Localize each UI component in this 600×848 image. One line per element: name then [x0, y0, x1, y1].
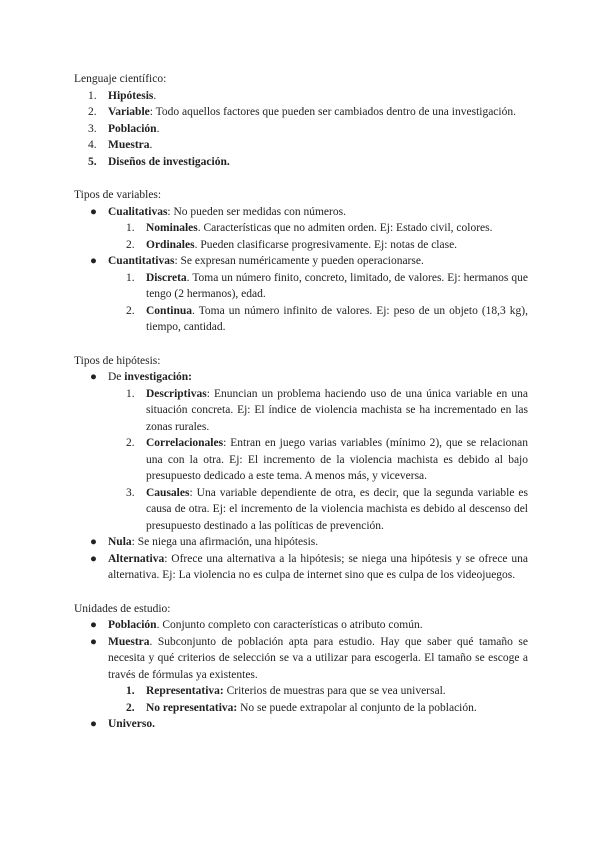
spacer: [74, 170, 528, 187]
term-description: : Una variable dependiente de otra, es decir, que la segunda variable es causa de otra. Ej: el incremento de la violencia machista es debido al descenso del presupuesto destinado a las políticas de prevención.: [146, 486, 528, 532]
bullet-item-poblacion: [74, 617, 528, 634]
section-heading-hipotesis: Tipos de hipótesis:: [74, 354, 161, 367]
list-item-text: [108, 634, 528, 684]
list-number: 1.: [126, 387, 135, 400]
list-item: [74, 104, 528, 121]
term: Hipótesis: [108, 89, 154, 102]
term: Alternativa: [108, 552, 165, 565]
bullet-icon: ●: [90, 255, 97, 267]
term: Diseños de investigación.: [108, 155, 230, 168]
term-description: . Toma un número finito, concreto, limitado, de valores. Ej: hermanos que tengo (2 hermanos), edad.: [146, 271, 528, 300]
list-item-text: [108, 617, 528, 634]
bullet-item-muestra: [74, 634, 528, 684]
list-item-text: [108, 88, 528, 105]
term-description: Criterios de muestras para que se vea universal.: [223, 685, 446, 697]
bullet-icon: ●: [90, 718, 97, 730]
term: Variable: [108, 106, 150, 118]
spacer: [74, 336, 528, 353]
term-description: No se puede extrapolar al conjunto de la población.: [237, 701, 477, 714]
term: Causales: [146, 486, 190, 499]
list-item-text: [146, 700, 528, 717]
term-description: . Pueden clasificarse progresivamente. Ej: notas de clase.: [194, 238, 458, 251]
list-item-text: [146, 386, 528, 436]
list-number: 1.: [88, 89, 97, 102]
list-item-text: [108, 204, 528, 221]
term: Correlacionales: [146, 437, 224, 449]
term-description: .: [153, 89, 157, 102]
term: investigación:: [124, 371, 193, 383]
list-item-text: [108, 551, 528, 584]
list-item: [74, 88, 528, 105]
sub-list-item: [74, 435, 528, 485]
term: Población: [108, 122, 157, 135]
bullet-icon: ●: [90, 552, 97, 565]
term-description: .: [156, 122, 160, 135]
bullet-icon: ●: [90, 205, 97, 218]
term-description: . Subconjunto de población apta para estudio. Hay que saber qué tamaño se necesita y qué criterios de selección se va a utilizar para escogerla. El tamaño se escoge a través de fórmulas ya existentes.: [108, 635, 528, 681]
term: Nominales: [146, 222, 198, 234]
term-description: : Ofrece una alternativa a la hipótesis; se niega una hipótesis y se ofrece una alternativa. Ej: La violencia no es culpa de internet sino que es culpa de los videojuegos.: [108, 552, 528, 581]
list-item-text: [108, 154, 528, 171]
list-item-text: [108, 716, 528, 733]
bullet-item-alternativa: [74, 551, 528, 584]
list-number: 1.: [126, 222, 135, 234]
sub-list-item: [74, 386, 528, 436]
sub-list-item: [74, 303, 528, 336]
term-description: : Se expresan numéricamente y pueden operacionarse.: [174, 255, 424, 267]
list-number: 2.: [126, 304, 135, 317]
document-page: [74, 71, 528, 733]
term: Continua: [146, 304, 193, 317]
sub-list-item: [74, 220, 528, 237]
list-item-text: [146, 220, 528, 237]
list-item-text: [146, 683, 528, 700]
list-number: 2.: [88, 106, 97, 118]
term: Muestra: [108, 635, 150, 648]
sub-list-item: [74, 237, 528, 254]
term-prefix: De: [108, 371, 125, 383]
list-number: 3.: [126, 486, 135, 499]
section-heading-variables: Tipos de variables:: [74, 189, 162, 201]
list-item-text: [146, 485, 528, 535]
term: Nula: [108, 536, 132, 548]
term: Discreta: [146, 271, 187, 284]
list-item: [74, 121, 528, 138]
term-description: : No pueden ser medidas con números.: [167, 205, 346, 218]
list-item-text: [146, 237, 528, 254]
bullet-icon: ●: [90, 619, 97, 631]
sub-list-item: [74, 270, 528, 303]
list-item: [74, 137, 528, 154]
term: Cuantitativas: [108, 255, 175, 267]
numbered-list-lenguaje: [74, 88, 528, 171]
list-item-text: [108, 253, 528, 270]
term: Muestra: [108, 139, 150, 151]
list-item-text: [146, 303, 528, 336]
sub-list-item: [74, 485, 528, 535]
term-description: : Enuncian un problema haciendo uso de una única variable en una situación concreta. Ej: El índice de violencia machista se ha incrementado en las zonas rurales.: [146, 387, 528, 433]
term: Universo.: [108, 718, 155, 730]
term: Ordinales: [146, 238, 195, 251]
list-number: 2.: [126, 238, 135, 251]
sub-list-item: [74, 700, 528, 717]
list-number: 2.: [126, 701, 135, 714]
bullet-item-cualitativas: [74, 204, 528, 221]
list-item-text: [146, 435, 528, 485]
term-description: : Todo aquellos factores que pueden ser cambiados dentro de una investigación.: [149, 106, 516, 118]
list-item-text: [108, 104, 528, 121]
term-description: . Características que no admiten orden. Ej: Estado civil, colores.: [197, 222, 493, 234]
section-heading-unidades: Unidades de estudio:: [74, 602, 171, 615]
list-number: 2.: [126, 437, 135, 449]
term: Cualitativas: [108, 205, 168, 218]
term: Descriptivas: [146, 387, 207, 400]
bullet-icon: ●: [90, 371, 97, 383]
term: Representativa:: [146, 685, 224, 697]
term-description: . Conjunto completo con características o atributo común.: [156, 619, 423, 631]
bullet-icon: ●: [90, 635, 97, 648]
term-description: : Se niega una afirmación, una hipótesis.: [131, 536, 319, 548]
list-item-text: [108, 137, 528, 154]
bullet-item-universo: [74, 716, 528, 733]
list-item-text: [146, 270, 528, 303]
sub-list-item: [74, 683, 528, 700]
list-item-text: [108, 369, 528, 386]
term: Población: [108, 619, 157, 631]
list-item: [74, 154, 528, 171]
list-number: 5.: [88, 155, 97, 168]
bullet-item-investigacion: [74, 369, 528, 386]
bullet-icon: ●: [90, 536, 97, 548]
list-number: 3.: [88, 122, 97, 135]
list-number: 4.: [88, 139, 97, 151]
list-item-text: [108, 534, 528, 551]
term-description: . Toma un número infinito de valores. Ej: peso de un objeto (18,3 kg), tiempo, cantidad.: [146, 304, 528, 333]
bullet-item-nula: [74, 534, 528, 551]
list-number: 1.: [126, 271, 135, 284]
term: No representativa:: [146, 701, 238, 714]
bullet-item-cuantitativas: [74, 253, 528, 270]
list-number: 1.: [126, 685, 135, 697]
term-description: .: [149, 139, 153, 151]
section-heading-lenguaje: Lenguaje científico:: [74, 73, 167, 85]
term-description: : Entran en juego varias variables (mínimo 2), que se relacionan una con la otra. Ej: El incremento de la violencia machista es debido al bajo presupuesto dedicado a este tema. A menos más, y viceversa.: [146, 437, 528, 482]
spacer: [74, 584, 528, 601]
list-item-text: [108, 121, 528, 138]
